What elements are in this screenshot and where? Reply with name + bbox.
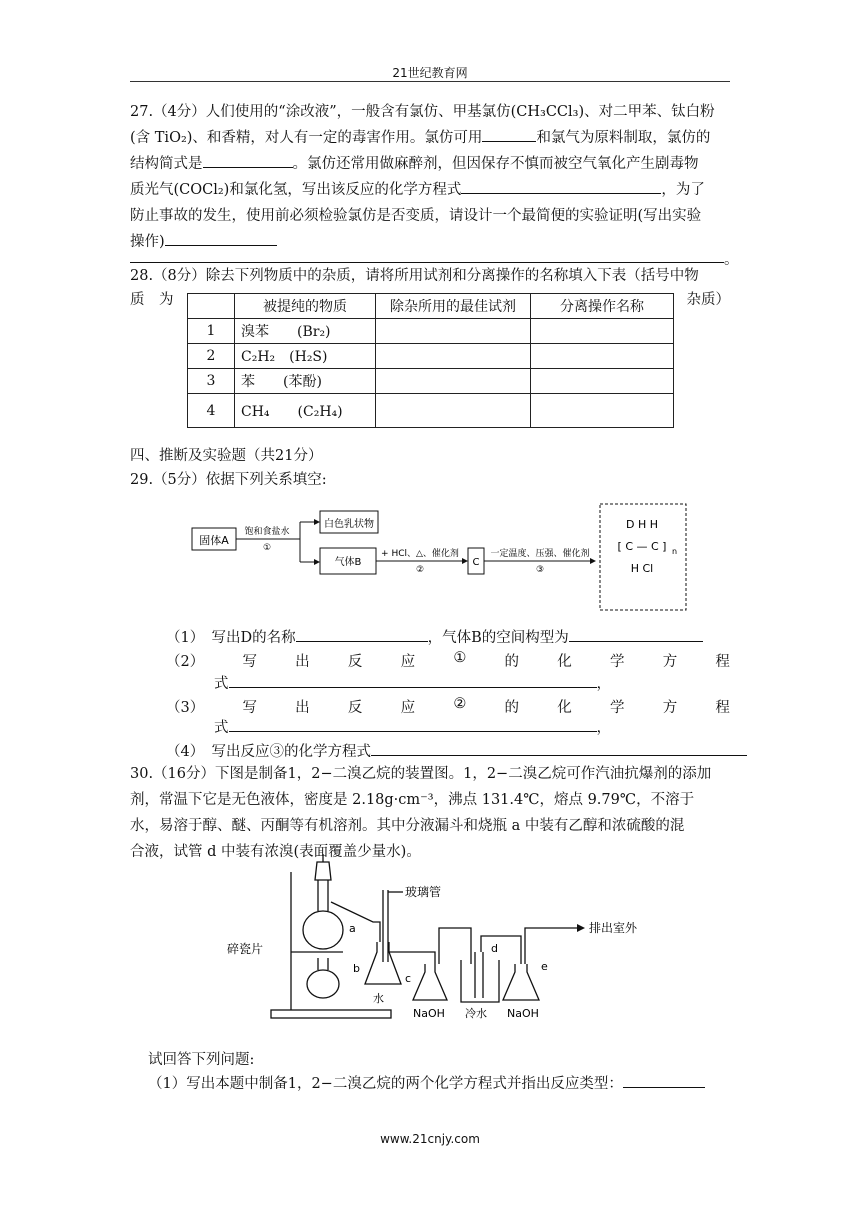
svg-text:H Cl: H Cl xyxy=(630,562,654,575)
answer-cell[interactable] xyxy=(531,319,674,344)
svg-text:NaOH: NaOH xyxy=(413,1007,445,1020)
table-header-row xyxy=(188,294,674,319)
svg-text:排出室外: 排出室外 xyxy=(589,921,638,935)
svg-text:C: C xyxy=(472,557,480,568)
svg-text:白色乳状物: 白色乳状物 xyxy=(324,519,374,530)
svg-text:水: 水 xyxy=(373,992,384,1005)
section-title: 四、推断及实验题（共21分） xyxy=(130,448,323,464)
svg-text:NaOH: NaOH xyxy=(507,1007,539,1020)
svg-text:b: b xyxy=(353,962,360,975)
q27-line3: 结构简式是 。氯仿还常用做麻醉剂，但因保存不慎而被空气氧化产生剧毒物 xyxy=(130,152,699,176)
answer-blank[interactable] xyxy=(461,179,661,194)
q29-sub2: （2） 写 出 反 应 ① 的 化 学 方 程 xyxy=(166,650,730,670)
svg-text:d: d xyxy=(491,942,498,955)
svg-text:玻璃管: 玻璃管 xyxy=(405,885,442,899)
svg-text:冷水: 冷水 xyxy=(465,1007,487,1020)
svg-text:[ C — C ]: [ C — C ] xyxy=(617,540,667,553)
answer-blank[interactable] xyxy=(229,717,597,732)
answer-cell[interactable] xyxy=(376,344,531,369)
svg-text:②: ② xyxy=(415,565,425,575)
q27-line1: 27.（4分）人们使用的“涂改液”，一般含有氯仿、甲基氯仿(CH₃CCl₃)、对二甲苯、钛白粉 xyxy=(130,104,715,120)
q30-prompt: 试回答下列问题: xyxy=(148,1052,255,1068)
question-28: 28.（8分）除去下列物质中的杂质，请将所用试剂和分离操作的名称填入下表（括号中物 质 为 杂质） xyxy=(130,264,730,324)
table-row: 2 C₂H₂ (H₂S) xyxy=(188,344,674,369)
svg-text:c: c xyxy=(405,972,412,985)
answer-blank[interactable] xyxy=(623,1073,705,1088)
q29-sub4: （4） 写出反应③的化学方程式 xyxy=(166,740,747,761)
column-header: 分离操作名称 xyxy=(531,294,674,319)
label-solid-a: 固体A xyxy=(199,534,229,547)
svg-text:气体B: 气体B xyxy=(334,557,362,568)
column-header: 除杂所用的最佳试剂 xyxy=(376,294,531,319)
svg-text:碎瓷片: 碎瓷片 xyxy=(227,942,264,956)
svg-text:③: ③ xyxy=(535,565,545,575)
q30-sub1: （1）写出本题中制备1，2−二溴乙烷的两个化学方程式并指出反应类型： xyxy=(148,1072,705,1093)
answer-cell[interactable] xyxy=(531,369,674,394)
q27-line5: 防止事故的发生，使用前必须检验氯仿是否变质，请设计一个最简便的实验证明(写出实验 xyxy=(130,208,702,224)
column-header: 被提纯的物质 xyxy=(235,294,376,319)
answer-blank[interactable] xyxy=(203,153,293,168)
svg-text:+ HCl、△、催化剂: + HCl、△、催化剂 xyxy=(381,549,459,559)
answer-cell[interactable] xyxy=(531,394,674,428)
table-row: 1 溴苯 (Br₂) xyxy=(188,319,674,344)
page-footer: www.21cnjy.com xyxy=(380,1132,480,1146)
answer-blank[interactable] xyxy=(296,627,428,642)
q27-line2: (含 TiO₂)、和香精，对人有一定的毒害作用。氯仿可用 和氯气为原料制取，氯仿的 xyxy=(130,126,710,150)
answer-blank-long[interactable] xyxy=(130,252,724,263)
answer-blank[interactable] xyxy=(229,673,597,688)
page-header: 21世纪教育网 xyxy=(392,66,468,80)
table-row: 4 CH₄ (C₂H₄) xyxy=(188,394,674,428)
q27-line6: 操作) xyxy=(130,230,277,254)
svg-text:e: e xyxy=(541,960,548,973)
answer-blank[interactable] xyxy=(482,127,536,142)
svg-text:①: ① xyxy=(262,543,272,553)
answer-cell[interactable] xyxy=(376,369,531,394)
answer-cell[interactable] xyxy=(376,319,531,344)
answer-blank[interactable] xyxy=(371,741,747,756)
q27-line4: 质光气(COCl₂)和氯化氢，写出该反应的化学方程式 ，为了 xyxy=(130,178,705,202)
svg-text:一定温度、压强、催化剂: 一定温度、压强、催化剂 xyxy=(490,549,590,559)
svg-text:D H H: D H H xyxy=(625,518,659,531)
q29-sub3-cont: 式 ， xyxy=(214,716,611,737)
q29-sub2-cont: 式 ， xyxy=(214,672,611,693)
q29-title: 29.（5分）依据下列关系填空: xyxy=(130,472,327,488)
answer-blank[interactable] xyxy=(569,627,703,642)
question-30: 30.（16分）下图是制备1，2−二溴乙烷的装置图。1，2−二溴乙烷可作汽油抗爆剂的添加 剂，常温下它是无色液体，密度是 2.18g·cm⁻³，沸点 131.4℃，熔点 9.79℃，不溶于 水，易溶于醇、醚、丙酮等有机溶剂。其中分液漏斗和烧瓶 a 中装有乙醇和浓硫酸的混 合液，试管 d 中装有浓溴(表面覆盖少量水)。 xyxy=(130,766,712,860)
svg-text:饱和食盐水: 饱和食盐水 xyxy=(244,527,290,537)
svg-text:a: a xyxy=(349,922,356,935)
q29-sub3: （3） 写 出 反 应 ② 的 化 学 方 程 xyxy=(166,696,730,716)
reaction-scheme-diagram xyxy=(190,500,690,620)
purification-table xyxy=(187,293,674,428)
header-rule xyxy=(130,81,730,82)
answer-blank[interactable] xyxy=(165,231,277,246)
question-27: 27.（4分）人们使用的“涂改液”，一般含有氯仿、甲基氯仿(CH₃CCl₃)、对二甲苯、钛白粉 (含 TiO₂)、和香精，对人有一定的毒害作用。氯仿可用 和氯气为原料制取，氯仿的 结构简式是 。氯仿还常用做麻醉剂，但因保存不慎而被空气氧化产生剧毒物 质光气(COCl₂)和氯化氢，写出该反应的化学方程式 ，为了 防止事故的发生，使用前必须检验氯仿是否变质，请设计一个最简便的实验证明(写出实验 操作) 。 xyxy=(130,100,730,270)
svg-text:n: n xyxy=(672,547,678,556)
table-row: 3 苯 (苯酚) xyxy=(188,369,674,394)
answer-cell[interactable] xyxy=(531,344,674,369)
q29-sub1: （1） 写出D的名称 ，气体B的空间构型为 xyxy=(166,626,730,647)
apparatus-diagram xyxy=(225,852,645,1027)
q28-line1: 28.（8分）除去下列物质中的杂质，请将所用试剂和分离操作的名称填入下表（括号中物 xyxy=(130,268,699,284)
answer-cell[interactable] xyxy=(376,394,531,428)
